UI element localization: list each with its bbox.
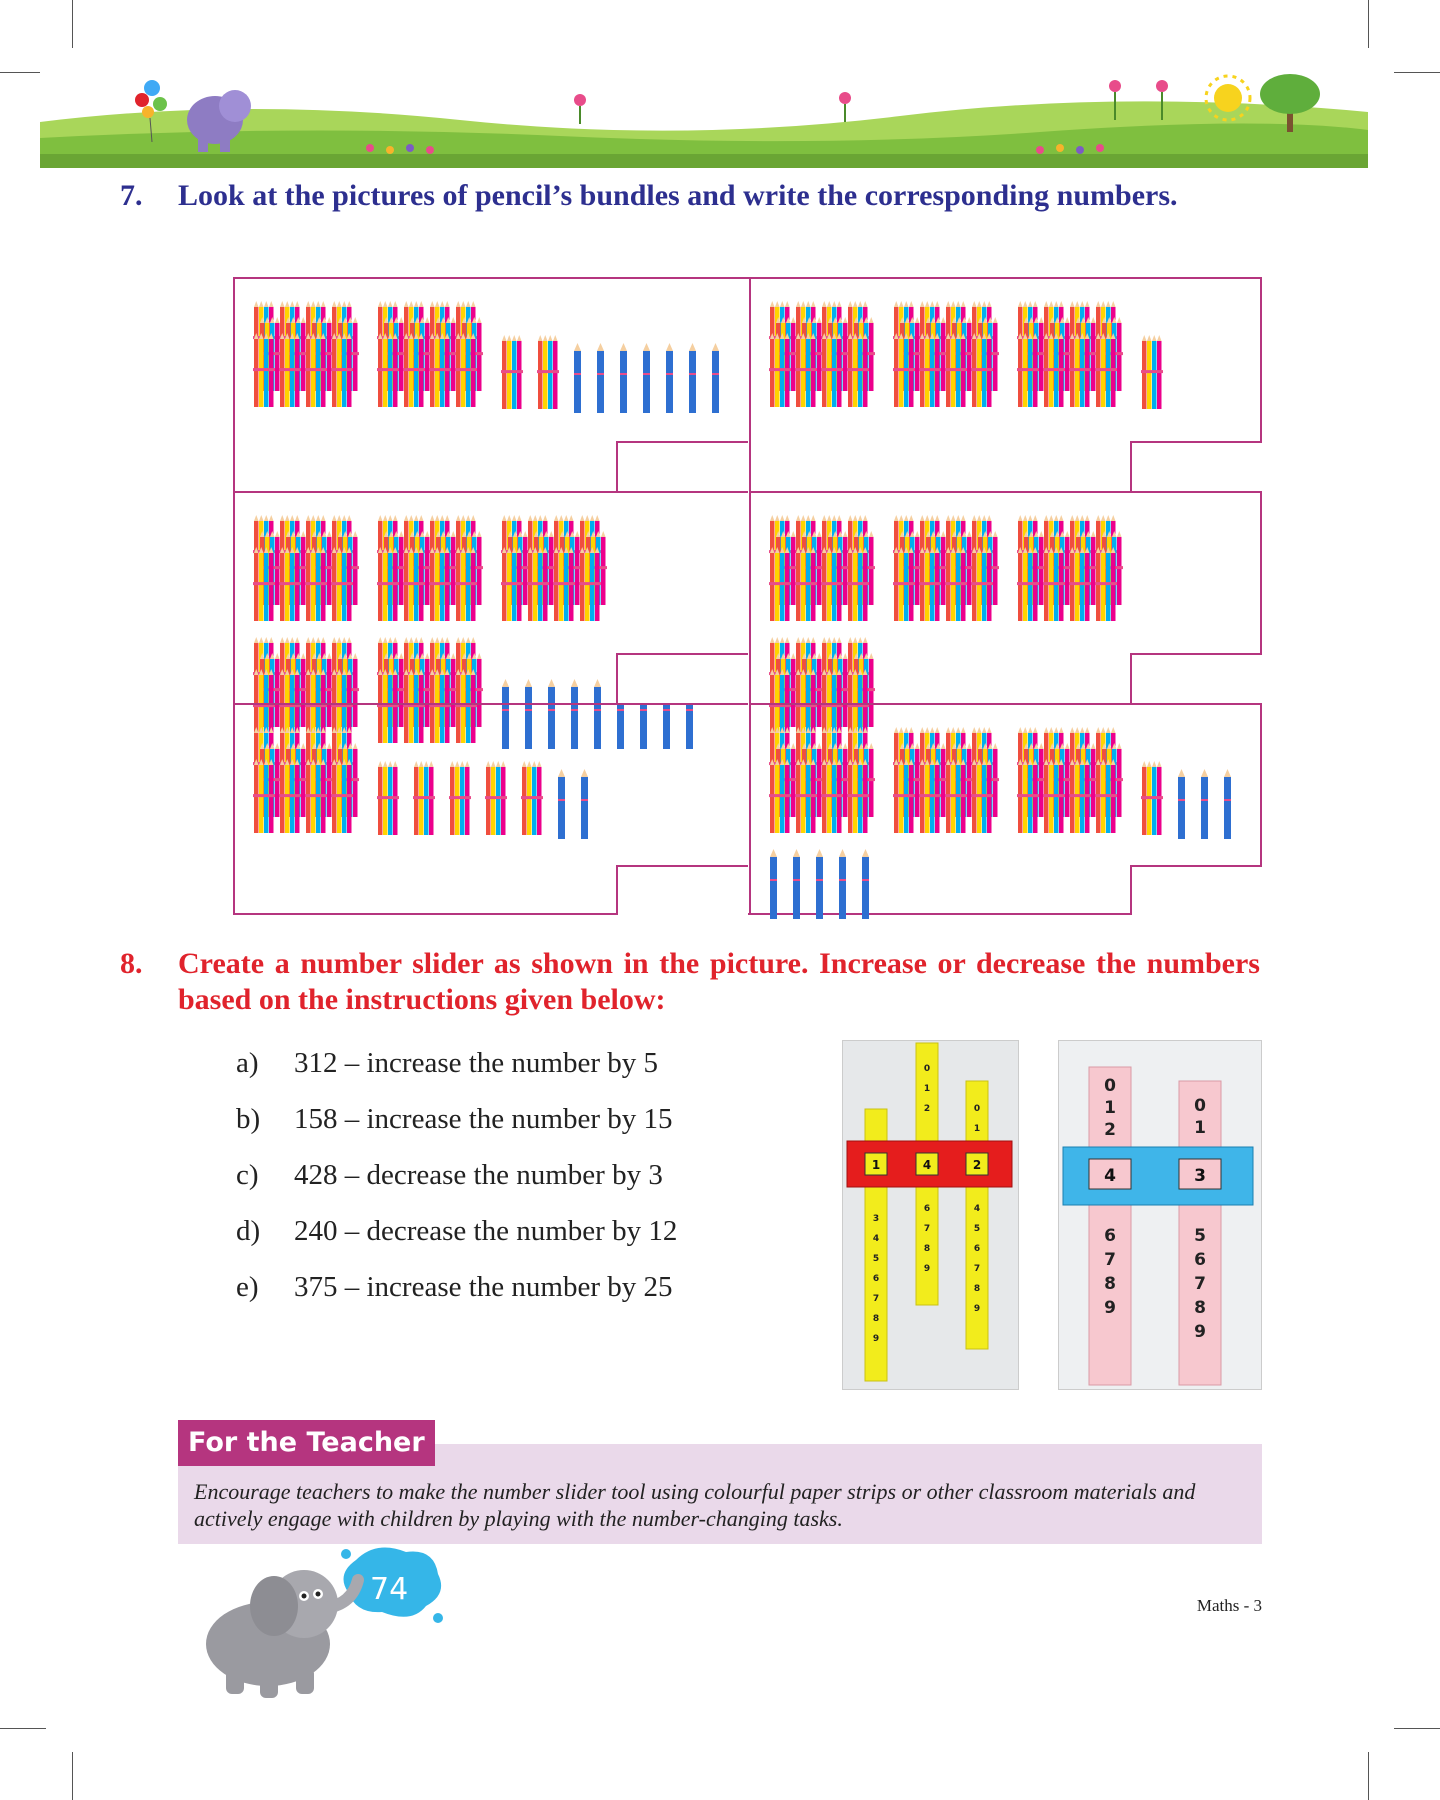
single-pencil-icon	[580, 769, 589, 839]
hundred-bundle-icon	[253, 515, 363, 627]
single-pencil-icon	[1223, 769, 1232, 839]
svg-text:8: 8	[872, 1314, 880, 1324]
answer-box[interactable]	[1130, 441, 1262, 491]
ten-bundle-icon	[1141, 335, 1163, 413]
question-number: 8.	[120, 947, 143, 980]
single-pencil-icon	[665, 343, 674, 413]
hundred-bundle-icon	[1017, 301, 1127, 413]
slider-digit: 1	[871, 1158, 881, 1172]
task-item	[236, 1035, 796, 1091]
task-label: a)	[236, 1047, 259, 1079]
svg-text:0: 0	[1104, 1076, 1116, 1096]
answer-box[interactable]	[616, 441, 748, 491]
svg-text:8: 8	[973, 1284, 981, 1294]
svg-text:2: 2	[1104, 1120, 1116, 1140]
task-item	[236, 1203, 796, 1259]
svg-text:5: 5	[872, 1254, 880, 1264]
question-text: Create a number slider as shown in the picture. Increase or decrease the numbers based on the instructions given below:	[178, 947, 1260, 1016]
hundred-bundle-icon	[253, 727, 363, 839]
svg-text:9: 9	[872, 1334, 880, 1344]
single-pencil-icon	[861, 849, 870, 919]
answer-box[interactable]	[1130, 865, 1262, 915]
svg-text:1: 1	[923, 1084, 931, 1094]
hundred-bundle-icon	[893, 301, 1003, 413]
bundle-cell	[749, 703, 1262, 915]
hundred-bundle-icon	[1017, 515, 1127, 627]
crop-mark	[1368, 1752, 1369, 1800]
hundred-bundle-icon	[893, 515, 1003, 627]
question-text: Look at the pictures of pencil’s bundles and write the corresponding numbers.	[178, 179, 1178, 212]
number-slider-photo-yellow	[842, 1040, 1019, 1390]
svg-text:0: 0	[923, 1064, 931, 1074]
svg-text:0: 0	[1194, 1096, 1206, 1116]
svg-text:3: 3	[872, 1214, 880, 1224]
elephant-mascot-icon	[176, 1534, 446, 1704]
crop-mark	[1394, 1728, 1440, 1729]
ten-bundle-icon	[413, 761, 435, 839]
hundred-bundle-icon	[769, 727, 879, 839]
svg-text:1: 1	[973, 1124, 981, 1134]
svg-text:2: 2	[923, 1104, 931, 1114]
bundle-cell	[749, 491, 1262, 703]
slider-digit: 4	[1104, 1166, 1116, 1186]
svg-text:8: 8	[1104, 1274, 1116, 1294]
task-label: e)	[236, 1271, 259, 1303]
pencil-bundles-grid	[233, 277, 1262, 915]
hundred-bundle-icon	[377, 515, 487, 627]
question-8	[120, 946, 1260, 1018]
svg-text:7: 7	[1194, 1274, 1206, 1294]
ten-bundle-icon	[485, 761, 507, 839]
question-number: 7.	[120, 179, 143, 212]
header-banner	[40, 72, 1368, 168]
svg-text:6: 6	[923, 1204, 931, 1214]
task-item	[236, 1259, 796, 1315]
task-list	[236, 1035, 796, 1315]
svg-text:9: 9	[973, 1304, 981, 1314]
single-pencil-icon	[792, 849, 801, 919]
single-pencil-icon	[838, 849, 847, 919]
svg-text:7: 7	[923, 1224, 931, 1234]
crop-mark	[1368, 0, 1369, 48]
answer-box[interactable]	[1130, 653, 1262, 703]
single-pencil-icon	[815, 849, 824, 919]
crop-mark	[72, 0, 73, 48]
slider-digit: 2	[972, 1158, 982, 1172]
hundred-bundle-icon	[769, 301, 879, 413]
svg-text:6: 6	[973, 1244, 981, 1254]
svg-text:8: 8	[1194, 1298, 1206, 1318]
single-pencil-icon	[1177, 769, 1186, 839]
single-pencil-icon	[557, 769, 566, 839]
hundred-bundle-icon	[377, 301, 487, 413]
answer-box[interactable]	[616, 653, 748, 703]
single-pencil-icon	[573, 343, 582, 413]
ten-bundle-icon	[521, 761, 543, 839]
ten-bundle-icon	[449, 761, 471, 839]
task-item	[236, 1091, 796, 1147]
svg-text:6: 6	[872, 1274, 880, 1284]
svg-text:9: 9	[1104, 1298, 1116, 1318]
crop-mark	[0, 1728, 46, 1729]
svg-text:6: 6	[1194, 1250, 1206, 1270]
bundle-cell	[749, 279, 1262, 491]
ten-bundle-icon	[537, 335, 559, 413]
bundle-cell	[235, 703, 748, 915]
svg-text:6: 6	[1104, 1226, 1116, 1246]
crop-mark	[1394, 72, 1440, 73]
svg-text:4: 4	[973, 1204, 981, 1214]
ten-bundle-icon	[501, 335, 523, 413]
task-text: 158 – increase the number by 15	[294, 1103, 673, 1135]
page-number: 74	[370, 1572, 409, 1607]
svg-text:0: 0	[973, 1104, 981, 1114]
bundle-cell	[235, 279, 748, 491]
task-label: c)	[236, 1159, 259, 1191]
slider-digit: 3	[1194, 1166, 1206, 1186]
svg-text:7: 7	[872, 1294, 880, 1304]
number-slider-photo-pink	[1058, 1040, 1262, 1390]
single-pencil-icon	[596, 343, 605, 413]
single-pencil-icon	[688, 343, 697, 413]
svg-text:1: 1	[1194, 1118, 1206, 1138]
hundred-bundle-icon	[769, 515, 879, 627]
hundred-bundle-icon	[501, 515, 611, 627]
ten-bundle-icon	[1141, 761, 1163, 839]
question-7	[120, 178, 1260, 214]
svg-text:7: 7	[973, 1264, 981, 1274]
single-pencil-icon	[711, 343, 720, 413]
single-pencil-icon	[1200, 769, 1209, 839]
answer-box[interactable]	[616, 865, 748, 915]
teacher-note-text: Encourage teachers to make the number slider tool using colourful paper strips or other classroom materials and actively engage with children by playing with the number-changing tasks.	[194, 1479, 1196, 1531]
footer-subject: Maths - 3	[1196, 1596, 1262, 1615]
svg-text:8: 8	[923, 1244, 931, 1254]
single-pencil-icon	[642, 343, 651, 413]
svg-text:5: 5	[1194, 1226, 1206, 1246]
svg-text:1: 1	[1104, 1098, 1116, 1118]
task-text: 240 – decrease the number by 12	[294, 1215, 678, 1247]
single-pencil-icon	[619, 343, 628, 413]
teacher-note-heading: For the Teacher	[178, 1420, 435, 1466]
task-text: 312 – increase the number by 5	[294, 1047, 659, 1079]
hundred-bundle-icon	[1017, 727, 1127, 839]
single-pencil-icon	[769, 849, 778, 919]
svg-text:9: 9	[1194, 1322, 1206, 1342]
task-item	[236, 1147, 796, 1203]
svg-text:5: 5	[973, 1224, 981, 1234]
hundred-bundle-icon	[253, 301, 363, 413]
svg-text:7: 7	[1104, 1250, 1116, 1270]
task-label: d)	[236, 1215, 261, 1247]
bundle-cell	[235, 491, 748, 703]
slider-digit: 4	[922, 1158, 932, 1172]
task-text: 375 – increase the number by 25	[294, 1271, 673, 1303]
hundred-bundle-icon	[893, 727, 1003, 839]
task-label: b)	[236, 1103, 261, 1135]
svg-text:9: 9	[923, 1264, 931, 1274]
task-text: 428 – decrease the number by 3	[294, 1159, 663, 1191]
crop-mark	[72, 1752, 73, 1800]
ten-bundle-icon	[377, 761, 399, 839]
svg-text:4: 4	[872, 1234, 880, 1244]
